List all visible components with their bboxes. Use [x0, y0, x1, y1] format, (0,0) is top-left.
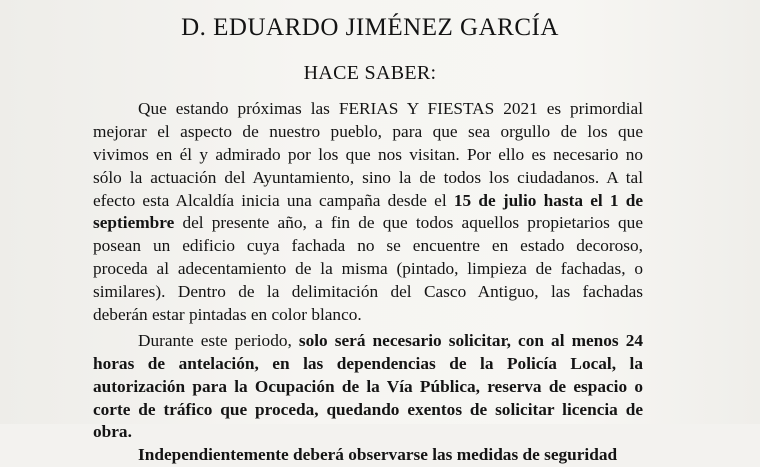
text-segment: mejorar el aspecto de nuestro pueblo, para que sea orgullo de los que	[93, 121, 643, 141]
bold-text: septiembre	[93, 213, 175, 233]
paragraph1-line	[93, 235, 643, 258]
paragraph1-line	[93, 167, 643, 190]
paragraph1-line	[93, 212, 643, 235]
paragraph-2	[93, 330, 643, 444]
paragraph2-line	[93, 353, 643, 376]
paragraph2-line	[93, 330, 643, 353]
text-segment: deberán estar pintadas en color blanco.	[93, 305, 362, 325]
text-segment: Durante este periodo,	[138, 330, 299, 350]
paragraph1-line	[93, 304, 643, 327]
text-segment: efecto esta Alcaldía inicia una campaña desde el	[93, 190, 454, 210]
text-segment: similares). Dentro de la delimitación del Casco Antiguo, las fachadas	[93, 282, 643, 302]
paragraph2-line	[93, 399, 643, 422]
paragraph1-line	[93, 98, 643, 121]
paragraph2-line	[93, 421, 643, 444]
document-body	[93, 98, 643, 465]
text-segment: sólo la actuación del Ayuntamiento, sino la de todos los ciudadanos. A tal	[93, 167, 643, 187]
text-segment: proceda al adecentamiento de la misma (pintado, limpieza de fachadas, o	[93, 259, 643, 279]
text-segment: del presente año, a fin de que todos aquellos propietarios que	[174, 213, 643, 233]
paragraph-1	[93, 98, 643, 327]
document-subtitle: HACE SABER:	[303, 62, 437, 84]
bold-text: horas de antelación, en las dependencias de la Policía Local, la	[93, 353, 643, 373]
bold-text: 15 de julio hasta el 1 de	[453, 190, 643, 210]
paragraph2-line	[93, 376, 643, 399]
paragraph-3-line: Independientemente deberá observarse las medidas de seguridad	[138, 445, 618, 465]
text-segment: vivimos en él y admirado por los que nos visitan. Por ello es necesario no	[93, 144, 643, 164]
paragraph1-line	[93, 258, 643, 281]
bold-text: autorización para la Ocupación de la Vía Pública, reserva de espacio o	[93, 376, 643, 396]
text-segment: Que estando próximas las FERIAS Y FIESTAS 2021 es primordial	[138, 99, 643, 118]
paragraph1-line	[93, 121, 643, 144]
bold-text: solo será necesario solicitar, con al menos 24	[298, 330, 643, 350]
text-segment: posean un edificio cuya fachada no se encuentre en estado decoroso,	[93, 236, 643, 256]
paragraph1-line	[93, 281, 643, 304]
document-title: D. EDUARDO JIMÉNEZ GARCÍA	[181, 14, 559, 41]
paragraph1-line	[93, 190, 643, 213]
paragraph1-line	[93, 144, 643, 167]
paragraph-3-cut	[93, 444, 643, 465]
bold-text: obra.	[93, 422, 132, 442]
bold-text: corte de tráfico que proceda, quedando exentos de solicitar licencia de	[93, 399, 643, 419]
